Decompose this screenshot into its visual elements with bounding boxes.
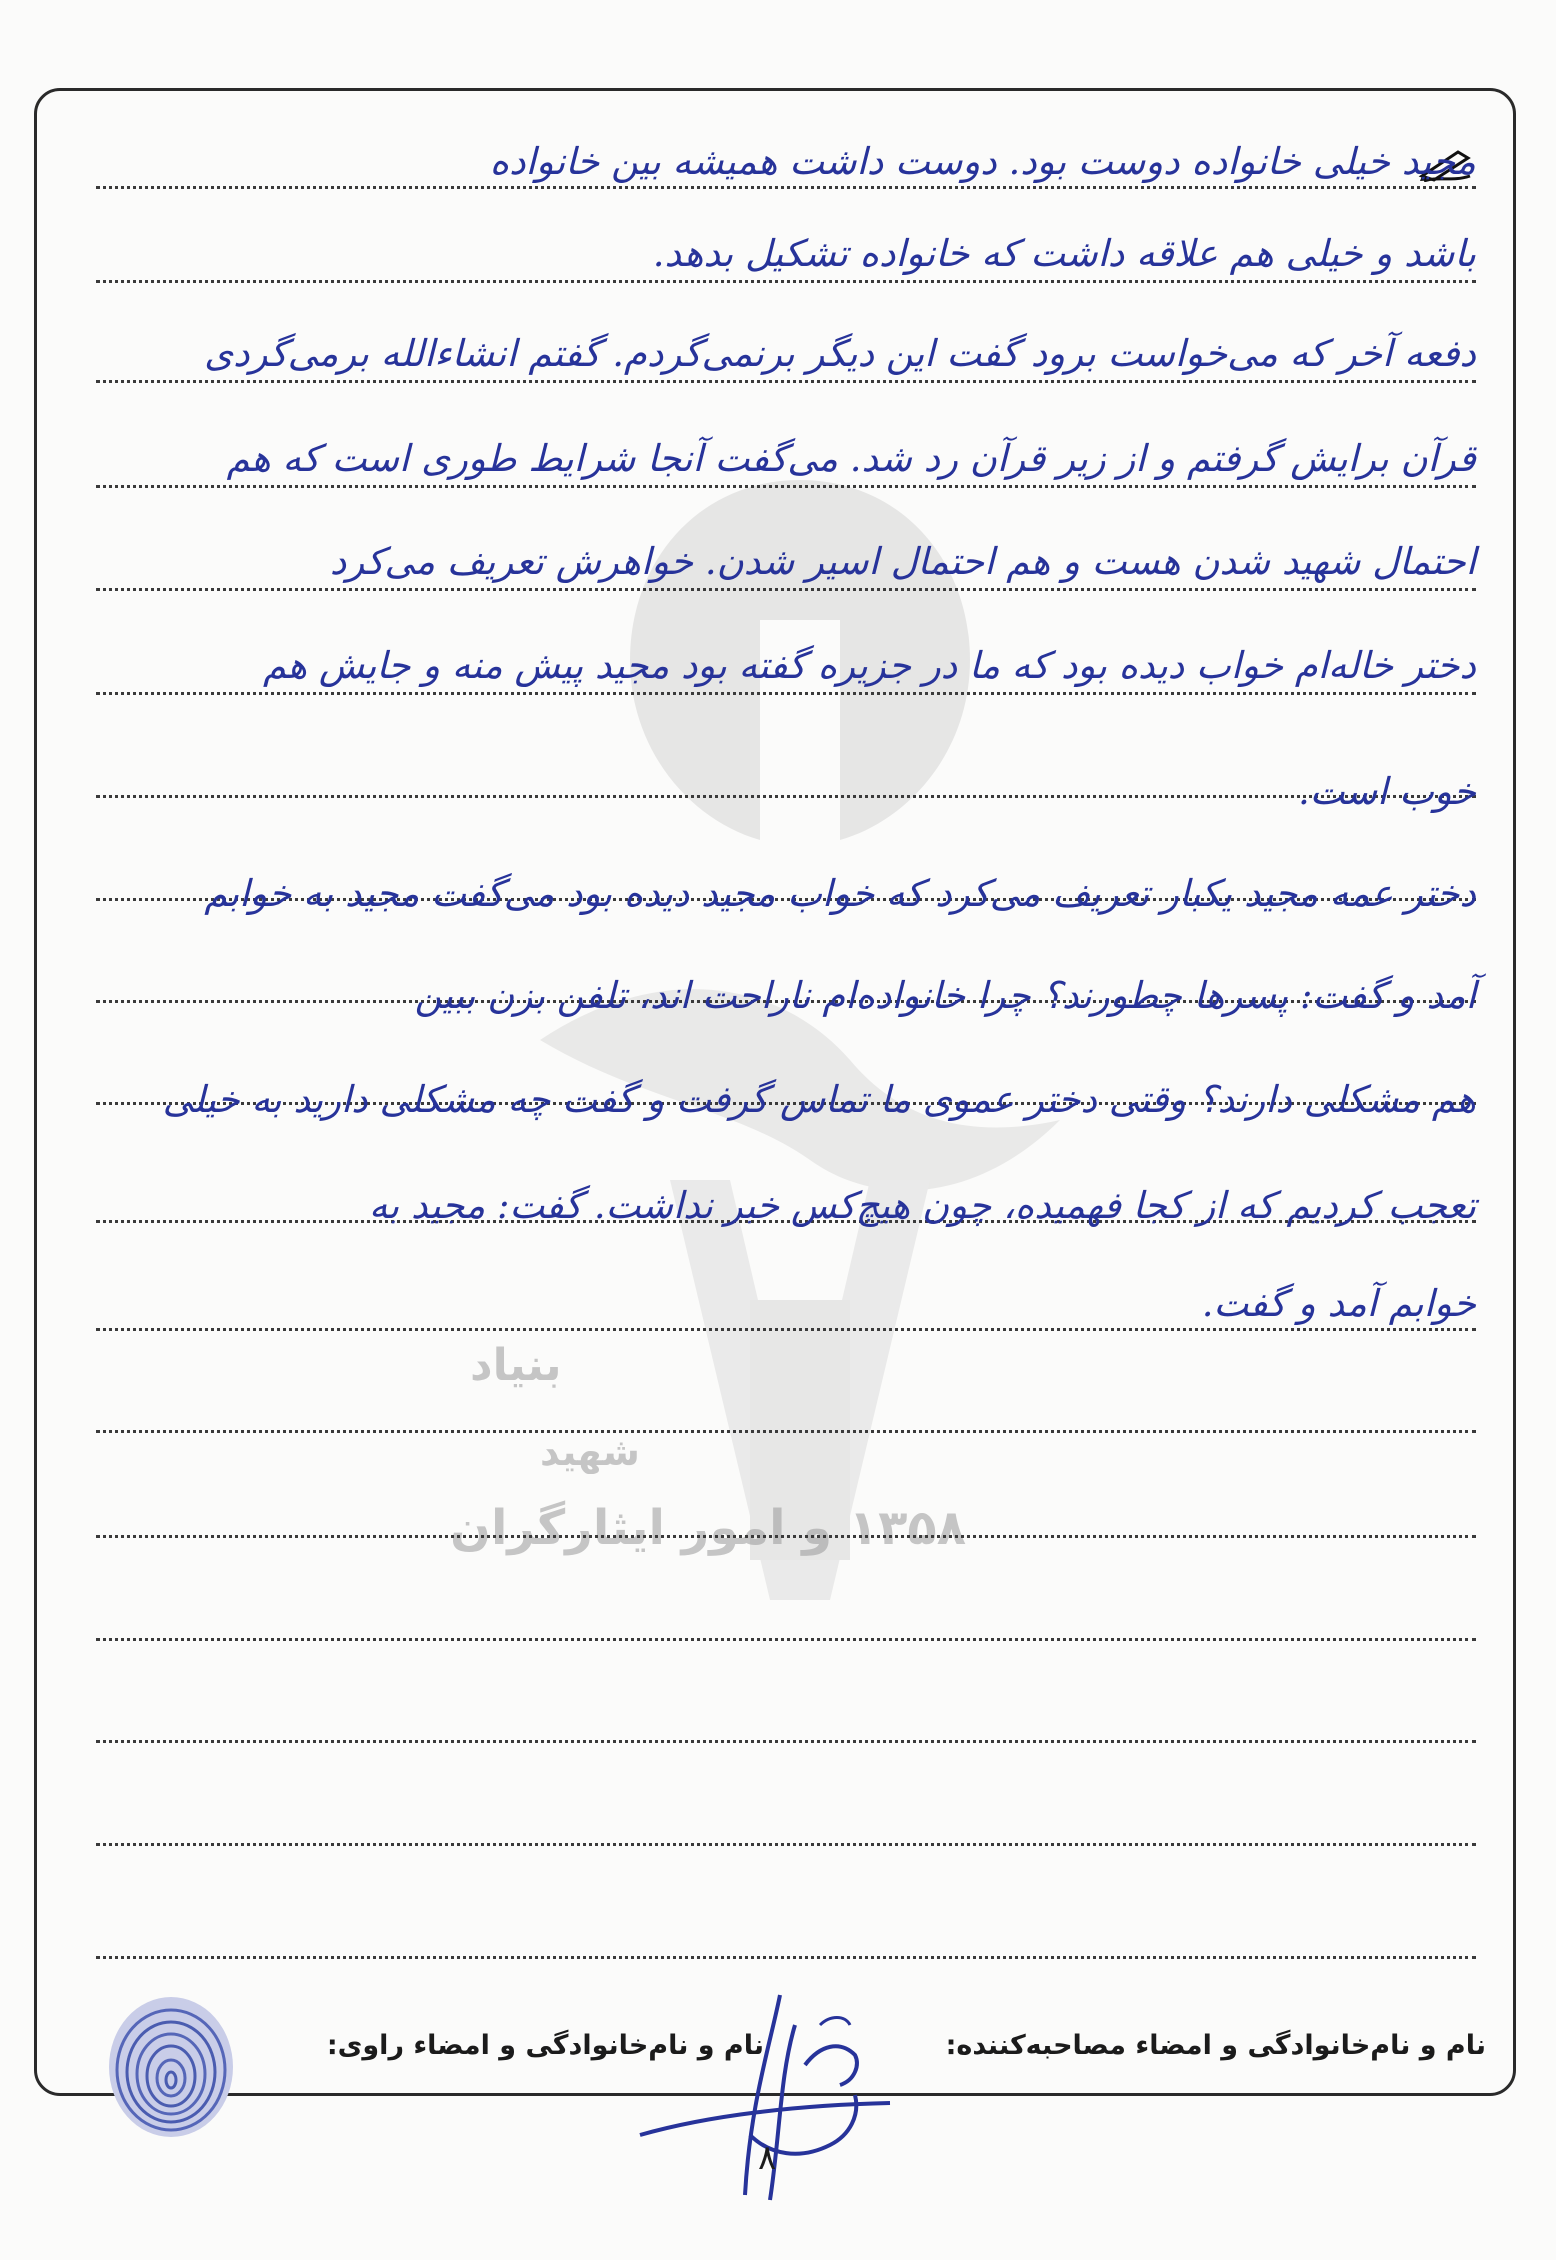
watermark-organization: بنیاد <box>470 1340 562 1391</box>
handwriting-line-1: مجید خیلی خانواده دوست بود. دوست داشت همیشه بین خانواده <box>489 140 1476 183</box>
handwriting-line-2: باشد و خیلی هم علاقه داشت که خانواده تشکیل بدهد. <box>652 232 1476 275</box>
ruled-line <box>96 1328 1476 1331</box>
watermark-year-line: ۱۳۵۸ و امور ایثارگران <box>450 1500 966 1556</box>
ruled-line <box>96 1843 1476 1846</box>
handwriting-line-4: قرآن برایش گرفتم و از زیر قرآن رد شد. می‌گفت آنجا شرایط طوری است که هم <box>226 437 1476 480</box>
handwriting-line-8: دختر عمه مجید یکبار تعریف می‌کرد که خواب مجید دیده بود می‌گفت مجید به خوابم <box>204 872 1476 915</box>
ruled-line <box>96 280 1476 283</box>
handwriting-line-6: دختر خاله‌ام خواب دیده بود که ما در جزیره گفته بود مجید پیش منه و جایش هم <box>263 644 1476 687</box>
ruled-line <box>96 186 1476 189</box>
ruled-line <box>96 588 1476 591</box>
ruled-line <box>96 692 1476 695</box>
handwriting-line-5: احتمال شهید شدن هست و هم احتمال اسیر شدن. خواهرش تعریف می‌کرد <box>329 540 1476 583</box>
ruled-line <box>96 1740 1476 1743</box>
handwriting-line-3: دفعه آخر که می‌خواست برود گفت این دیگر برنمی‌گردم. گفتم انشاءالله برمی‌گردی <box>204 332 1476 375</box>
ruled-line <box>96 380 1476 383</box>
handwriting-line-7: خوب است. <box>1298 770 1476 813</box>
ruled-line <box>96 1638 1476 1641</box>
handwriting-line-12: خوابم آمد و گفت. <box>1201 1282 1476 1325</box>
fingerprint-stamp <box>96 1992 246 2142</box>
handwriting-line-11: تعجب کردیم که از کجا فهمیده، چون هیچ‌کس خبر نداشت. گفت: مجید به <box>369 1184 1476 1227</box>
ruled-line <box>96 795 1476 798</box>
handwriting-line-10: هم مشکلی دارند؟ وقتی دختر عموی ما تماس گرفت و گفت چه مشکلی دارید به خیلی <box>162 1078 1476 1121</box>
page-number: ۸ <box>758 2138 777 2178</box>
ruled-line <box>96 1430 1476 1433</box>
handwriting-line-9: آمد و گفت: پسرها چطورند؟ چرا خانواده‌ام ناراحت اند، تلفن بزن ببین <box>414 974 1476 1017</box>
ruled-line <box>96 1956 1476 1959</box>
narrator-signature-label: نام و نام‌خانوادگی و امضاء راوی: <box>326 2030 764 2061</box>
watermark-subtitle: شهید <box>540 1430 640 1474</box>
ruled-line <box>96 485 1476 488</box>
ruled-line <box>96 1535 1476 1538</box>
interviewer-signature-label: نام و نام‌خانوادگی و امضاء مصاحبه‌کننده: <box>945 2030 1486 2061</box>
